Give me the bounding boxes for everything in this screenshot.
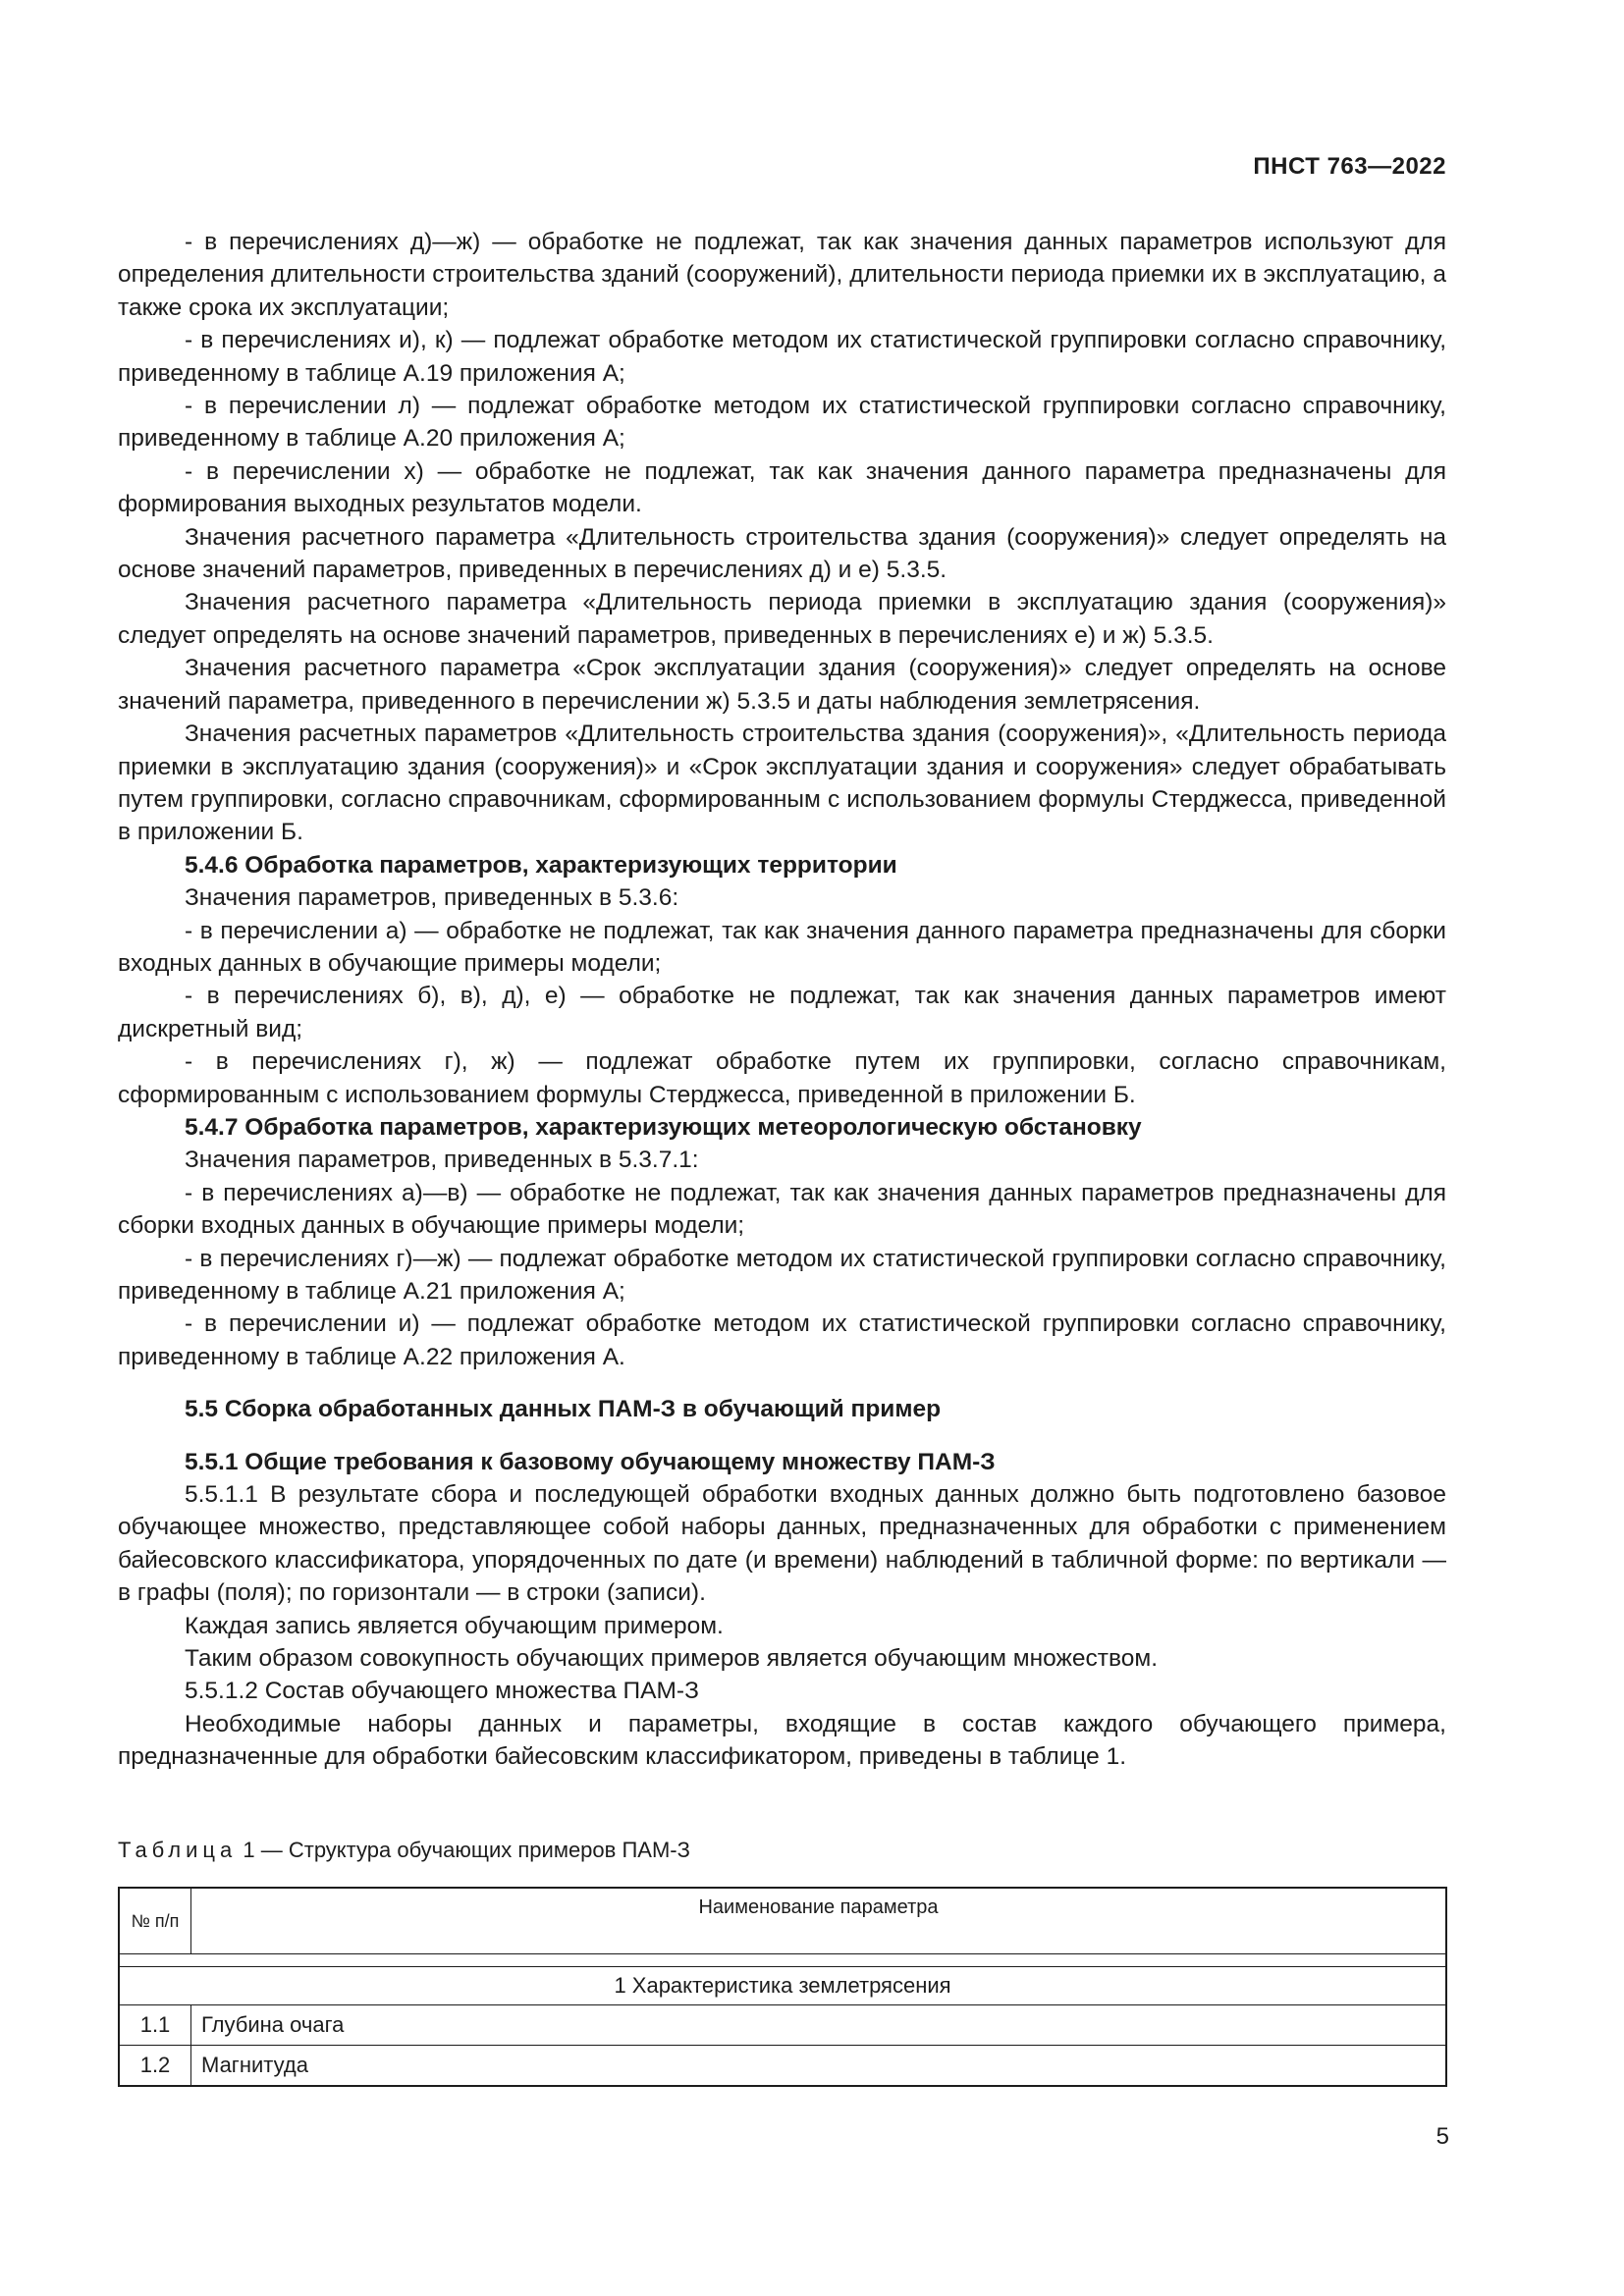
document-code: ПНСТ 763—2022 — [1253, 153, 1446, 180]
paragraph: - в перечислениях а)—в) — обработке не подлежат, так как значения данных параметров предназначены для сборки входных данных в обучающие примеры модели; — [118, 1179, 1446, 1240]
row-parameter-name: Глубина очага — [191, 2005, 1447, 2046]
row-number: 1.2 — [119, 2046, 191, 2087]
paragraph: - в перечислениях г), ж) — подлежат обработке путем их группировки, согласно справочникам, сформированным с использованием формулы Стерджесса, приведенной в приложении Б. — [118, 1048, 1446, 1108]
paragraph: Значения параметров, приведенных в 5.3.7.1: — [185, 1147, 699, 1174]
section-heading-5-5-1: 5.5.1 Общие требования к базовому обучающему множеству ПАМ-З — [185, 1448, 996, 1475]
table-spacer-row — [119, 1954, 1446, 1967]
table-group-row — [119, 1967, 1446, 2005]
paragraph: - в перечислениях и), к) — подлежат обработке методом их статистической группировки согласно справочнику, приведенному в таблице А.19 приложения А; — [118, 327, 1446, 387]
paragraph: Значения расчетных параметров «Длительность строительства здания (сооружения)», «Длительность периода приемки в эксплуатацию здания (сооружения)» и «Срок эксплуатации здания и сооружения» следует обрабатывать путем группировки, согласно справочникам, сформированным с использованием формулы Стерджесса, приведенной в приложении Б. — [118, 721, 1446, 846]
table-caption-text: 1 — Структура обучающих примеров ПАМ-З — [243, 1838, 690, 1862]
page-number: 5 — [1435, 2123, 1449, 2150]
section-heading-5-4-6: 5.4.6 Обработка параметров, характеризующих территории — [185, 851, 897, 879]
parameters-table — [118, 1887, 1447, 2087]
section-heading-5-4-7: 5.4.7 Обработка параметров, характеризующих метеорологическую обстановку — [185, 1113, 1142, 1141]
paragraph: Значения расчетного параметра «Длительность строительства здания (сооружения)» следует определять на основе значений параметров, приведенных в перечислениях д) и е) 5.3.5. — [118, 523, 1446, 584]
section-heading-5-5: 5.5 Сборка обработанных данных ПАМ-З в обучающий пример — [185, 1396, 942, 1423]
table-caption-label: Таблица — [118, 1838, 238, 1862]
paragraph: - в перечислении и) — подлежат обработке методом их статистической группировки согласно справочнику, приведенному в таблице А.22 приложения А. — [118, 1310, 1446, 1370]
body-text — [118, 226, 1446, 1774]
paragraph: 5.5.1.1 В результате сбора и последующей обработки входных данных должно быть подготовлено базовое обучающее множество, представляющее собой наборы данных, предназначенных для обработки с применением байесовского классификатора, упорядоченных по дате (и времени) наблюдений в табличной форме: по вертикали — в графы (поля); по горизонтали — в строки (записи). — [118, 1481, 1446, 1607]
paragraph: - в перечислении х) — обработке не подлежат, так как значения данного параметра предназначены для формирования выходных результатов модели. — [118, 457, 1446, 518]
table-row — [119, 2046, 1446, 2087]
paragraph: Каждая запись является обучающим примером. — [185, 1612, 724, 1639]
paragraph: Значения расчетного параметра «Длительность периода приемки в эксплуатацию здания (сооружения)» следует определять на основе значений параметров, приведенных в перечислениях е) и ж) 5.3.5. — [118, 589, 1446, 649]
table-header-row — [119, 1888, 1446, 1954]
paragraph: Таким образом совокупность обучающих примеров является обучающим множеством. — [185, 1645, 1159, 1673]
paragraph: - в перечислениях б), в), д), е) — обработке не подлежат, так как значения данных параметров имеют дискретный вид; — [118, 983, 1446, 1042]
paragraph: 5.5.1.2 Состав обучающего множества ПАМ-З — [185, 1678, 699, 1705]
paragraph: - в перечислениях г)—ж) — подлежат обработке методом их статистической группировки согласно справочнику, приведенному в таблице А.21 приложения А; — [118, 1245, 1446, 1305]
table-caption — [118, 1838, 690, 1863]
paragraph: Значения параметров, приведенных в 5.3.6: — [185, 884, 679, 912]
paragraph: Необходимые наборы данных и параметры, входящие в состав каждого обучающего примера, предназначенные для обработки байесовским классификатором, приведены в таблице 1. — [118, 1710, 1446, 1771]
column-header-name: Наименование параметра — [191, 1888, 1447, 1954]
paragraph: - в перечислении л) — подлежат обработке методом их статистической группировки согласно справочнику, приведенному в таблице А.20 приложения А; — [118, 393, 1446, 453]
row-parameter-name: Магнитуда — [191, 2046, 1447, 2087]
row-number: 1.1 — [119, 2005, 191, 2046]
table-row — [119, 2005, 1446, 2046]
group-title: 1 Характеристика землетрясения — [119, 1967, 1446, 2005]
paragraph: Значения расчетного параметра «Срок эксплуатации здания (сооружения)» следует определять на основе значений параметра, приведенного в перечислении ж) 5.3.5 и даты наблюдения землетрясения. — [118, 655, 1446, 715]
column-header-number: № п/п — [119, 1888, 191, 1954]
paragraph: - в перечислении а) — обработке не подлежат, так как значения данного параметра предназначены для сборки входных данных в обучающие примеры модели; — [118, 917, 1446, 977]
paragraph: - в перечислениях д)—ж) — обработке не подлежат, так как значения данных параметров используют для определения длительности строительства зданий (сооружений), длительности периода приемки их в эксплуатацию, а также срока их эксплуатации; — [118, 229, 1446, 321]
